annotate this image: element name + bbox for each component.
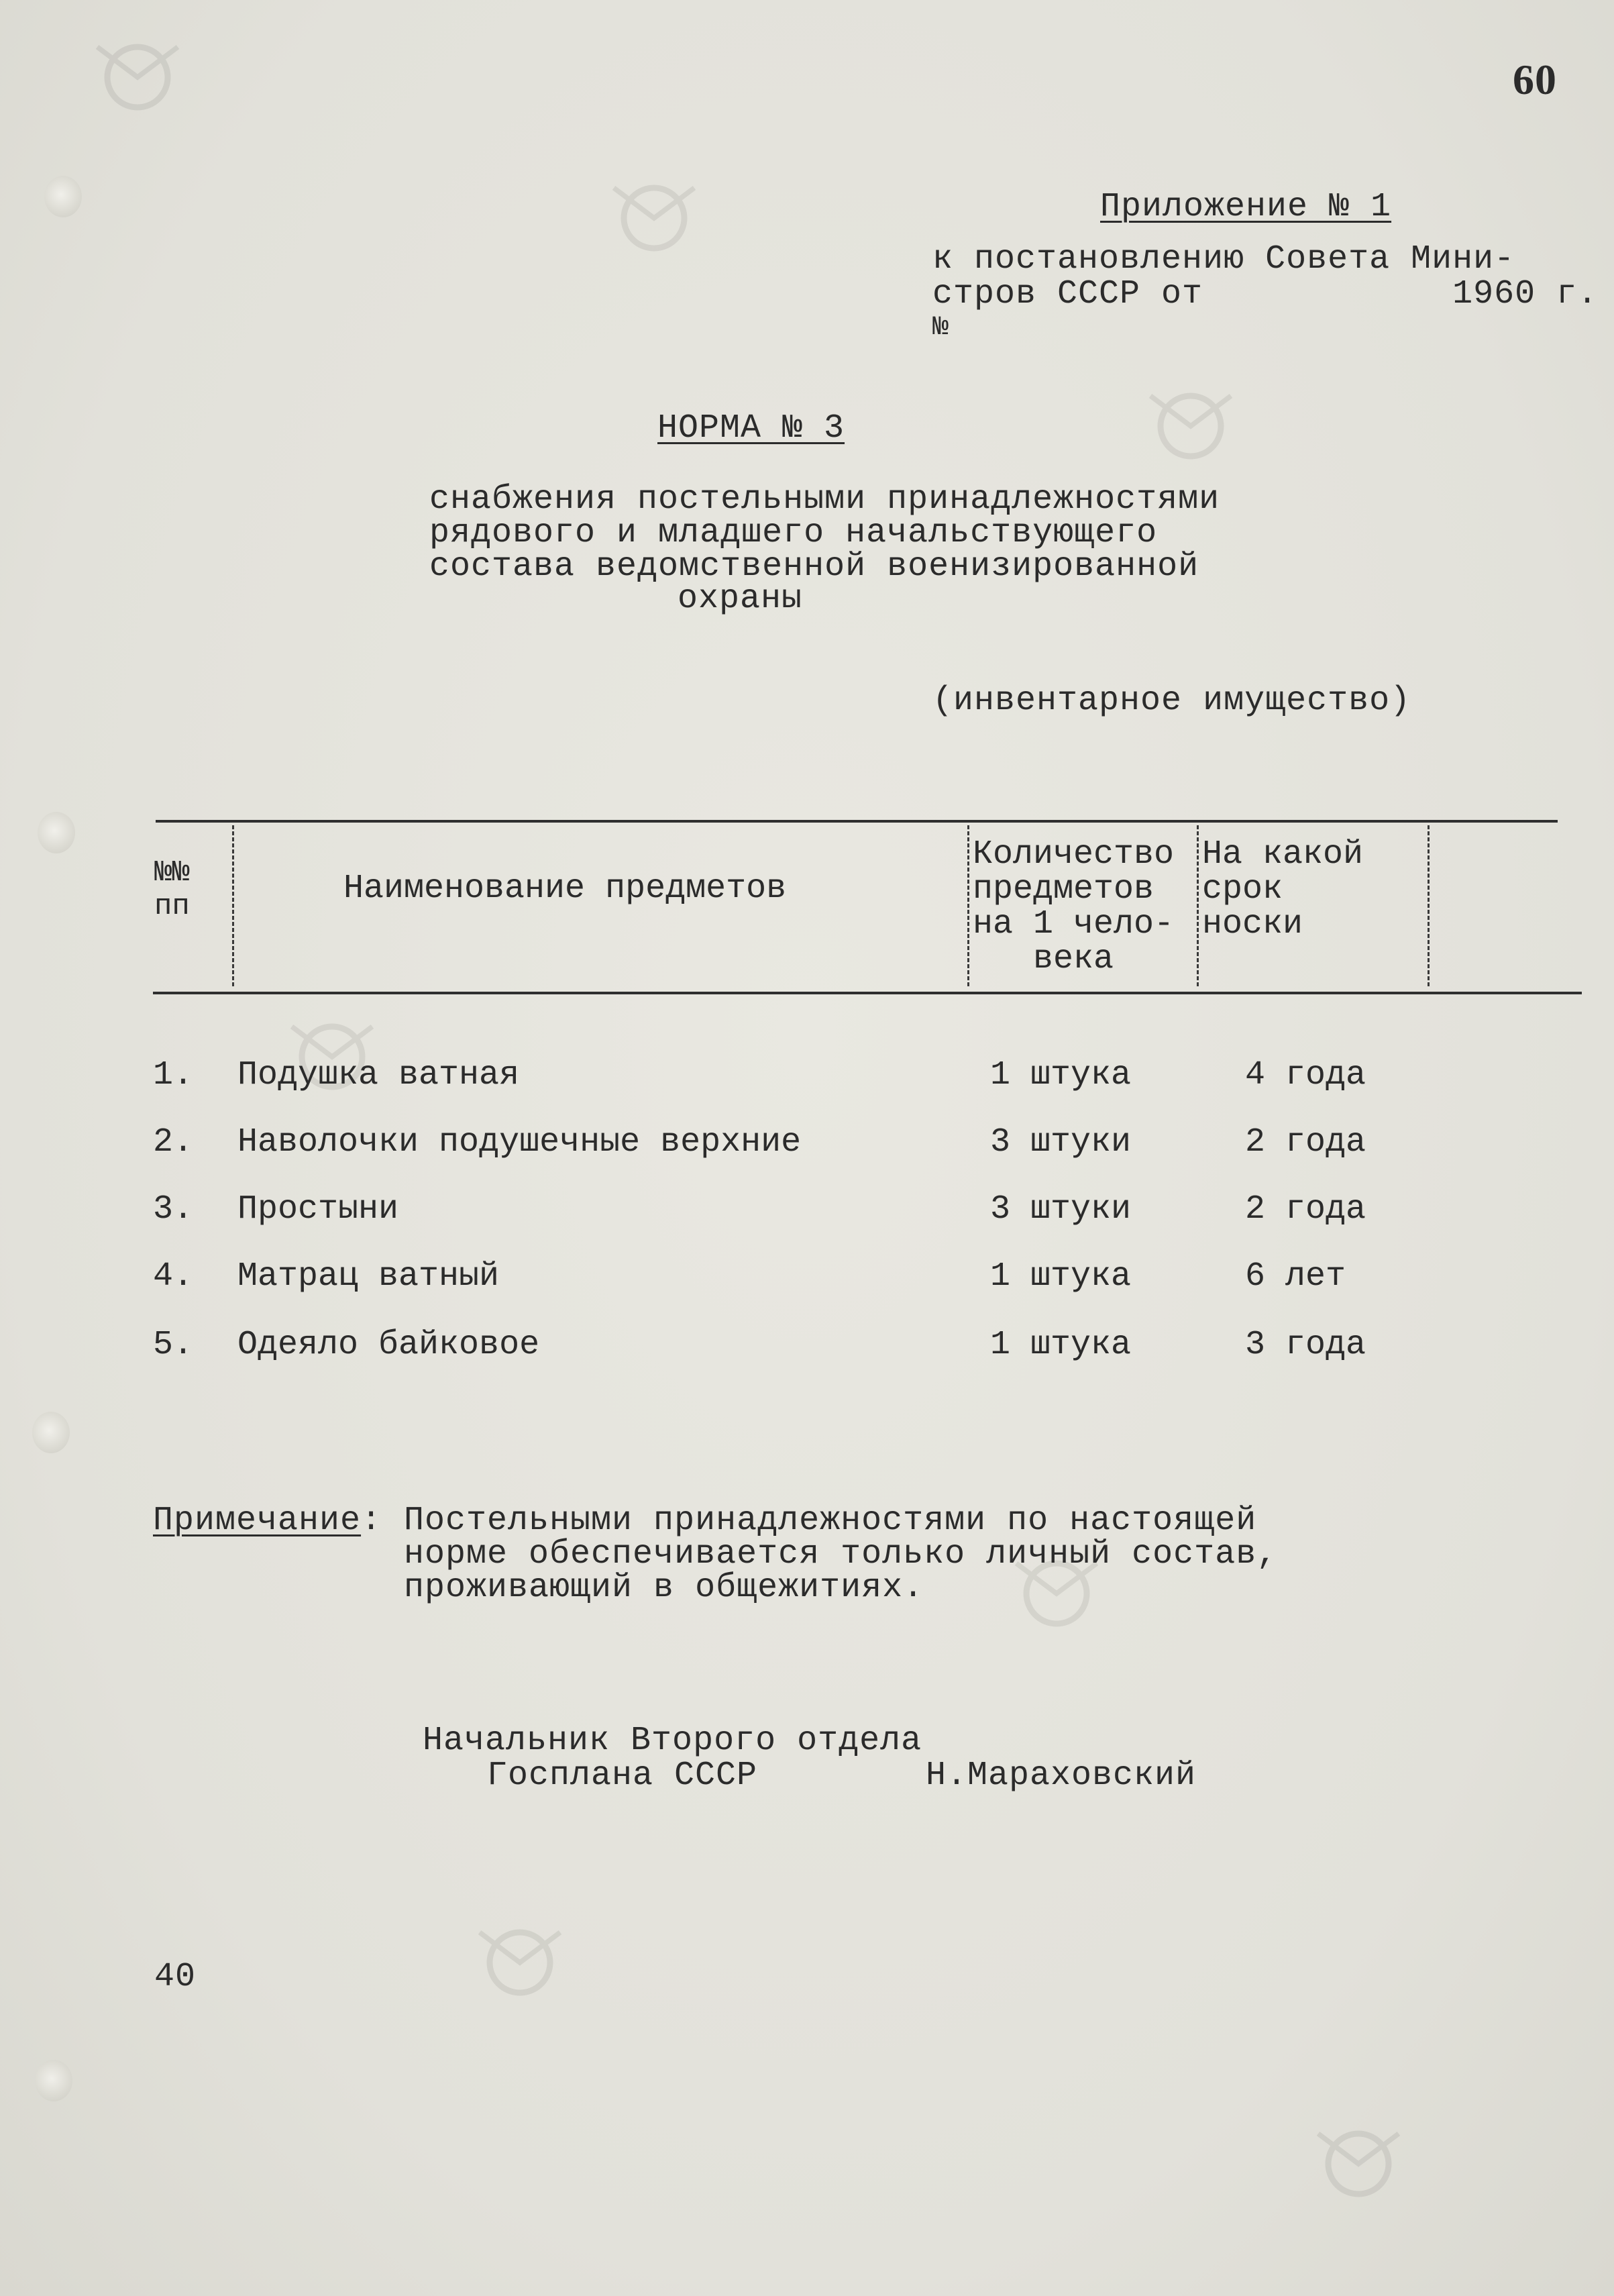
row-name: Одеяло байковое — [237, 1326, 540, 1364]
row-term: 4 года — [1245, 1056, 1366, 1094]
table-divider — [1197, 825, 1199, 986]
header-num — [154, 856, 190, 923]
row-qty: 3 штуки — [990, 1123, 1132, 1161]
table-header-bottom-rule — [153, 992, 1582, 994]
header-term-line: носки — [1202, 905, 1303, 943]
row-num: 5. — [153, 1326, 194, 1364]
row-name: Матрац ватный — [237, 1257, 500, 1296]
row-name: Наволочки подушечные верхние — [237, 1123, 802, 1161]
remark-line-1: Постельными принадлежностями по настоящей — [404, 1502, 1257, 1540]
row-num: 1. — [153, 1056, 194, 1094]
table-divider — [1428, 825, 1430, 986]
signature-line-1: Начальник Второго отдела — [423, 1722, 922, 1760]
table-divider — [232, 825, 234, 986]
footer-number: 40 — [154, 1958, 197, 1996]
header-qty-line: Количество — [973, 835, 1175, 874]
appendix-line-3: № — [932, 313, 950, 343]
punch-hole — [44, 176, 82, 217]
watermark-emblem-icon — [1140, 376, 1241, 476]
row-qty: 3 штуки — [990, 1190, 1132, 1229]
remark-heading — [153, 1503, 382, 1539]
table-divider — [967, 825, 969, 986]
appendix-title: Приложение № 1 — [1100, 188, 1392, 226]
norm-subtitle-2: рядового и младшего начальствующего — [429, 514, 1158, 552]
row-qty: 1 штука — [990, 1326, 1132, 1364]
table-top-rule — [156, 820, 1558, 823]
signature-name: Н.Мараховский — [926, 1757, 1197, 1795]
remark-label: Примечание — [153, 1502, 362, 1540]
row-term: 6 лет — [1245, 1257, 1346, 1296]
row-qty: 1 штука — [990, 1056, 1132, 1094]
remark-line-2: норме обеспечивается только личный состав, — [404, 1535, 1278, 1573]
row-qty: 1 штука — [990, 1257, 1132, 1296]
header-term — [1202, 837, 1363, 942]
norm-subtitle-1: снабжения постельными принадлежностями — [429, 480, 1220, 519]
norm-subtitle-3: состава ведомственной военизированной — [429, 547, 1199, 586]
remark-colon: : — [361, 1502, 382, 1540]
appendix-line-1: к постановлению Совета Мини- — [932, 240, 1515, 278]
row-term: 2 года — [1245, 1123, 1366, 1161]
appendix-line-2: стров СССР от 1960 г. — [932, 275, 1599, 313]
signature-line-2: Госплана СССР — [487, 1757, 758, 1795]
header-qty — [973, 837, 1174, 977]
page-number: 60 — [1513, 56, 1557, 103]
row-name: Простыни — [237, 1190, 399, 1229]
norm-subtitle-4: охраны — [678, 580, 803, 618]
row-term: 3 года — [1245, 1326, 1366, 1364]
header-num-line: пп — [154, 890, 190, 923]
header-qty-line: на 1 чело- — [973, 905, 1175, 943]
row-term: 2 года — [1245, 1190, 1366, 1229]
punch-hole — [32, 1412, 70, 1453]
watermark-emblem-icon — [470, 1912, 570, 2013]
remark-line-3: проживающий в общежитиях. — [404, 1569, 924, 1607]
header-name: Наименование предметов — [343, 870, 787, 908]
inventory-note: (инвентарное имущество) — [932, 682, 1411, 720]
punch-hole — [38, 812, 75, 853]
header-qty-line: века — [1033, 940, 1114, 978]
watermark-emblem-icon — [604, 168, 704, 268]
watermark-emblem-icon — [1308, 2114, 1409, 2214]
row-num: 4. — [153, 1257, 194, 1296]
header-term-line: На какой — [1202, 835, 1364, 874]
header-qty-line: предметов — [973, 870, 1154, 908]
row-num: 3. — [153, 1190, 194, 1229]
row-name: Подушка ватная — [237, 1056, 520, 1094]
header-term-line: срок — [1202, 870, 1283, 908]
norm-title: НОРМА № 3 — [657, 409, 845, 448]
watermark-emblem-icon — [87, 27, 188, 127]
header-num-line: №№ — [154, 856, 190, 890]
row-num: 2. — [153, 1123, 194, 1161]
punch-hole — [35, 2060, 72, 2101]
